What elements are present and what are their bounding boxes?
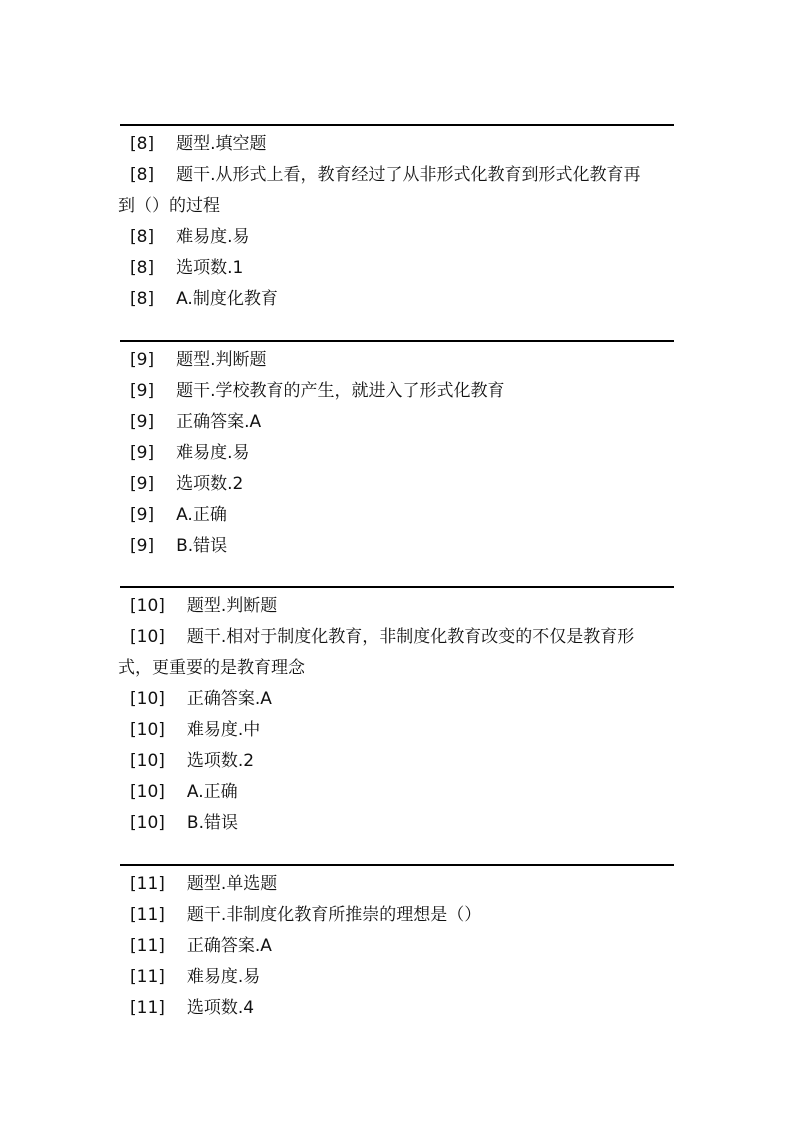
question-tag: [10] [130,782,165,802]
question-10 [120,586,674,839]
question-tag: [8] [130,289,155,309]
question-type-line [120,591,674,622]
option-count-line [120,253,674,284]
option-count: 选项数.4 [186,998,255,1018]
question-stem-continuation [118,653,674,684]
separator-rule [120,586,674,588]
question-type-line [120,345,674,376]
option-line [120,808,674,839]
question-tag: [9] [130,474,155,494]
option-b: B.错误 [176,536,228,556]
question-stem-continuation [118,191,674,222]
question-tag: [11] [130,998,165,1018]
question-tag: [10] [130,596,165,616]
option-count: 选项数.2 [176,474,244,494]
option-count: 选项数.2 [186,751,255,771]
question-tag: [9] [130,381,155,401]
option-line [120,500,674,531]
question-tag: [10] [130,813,165,833]
question-11 [120,864,674,1024]
question-tag: [8] [130,134,155,154]
separator-rule [120,340,674,342]
option-count: 选项数.1 [176,258,244,278]
difficulty: 难易度.易 [186,967,261,987]
question-tag: [9] [130,505,155,525]
question-type: 题型.判断题 [176,350,267,370]
question-stem-line [120,376,674,407]
question-tag: [10] [130,627,165,647]
question-tag: [9] [130,443,155,463]
difficulty-line [120,962,674,993]
question-stem: 题干.从形式上看，教育经过了从非形式化教育到形式化教育再 [176,165,641,185]
question-tag: [9] [130,412,155,432]
option-count-line [120,469,674,500]
question-tag: [9] [130,536,155,556]
question-stem: 题干.相对于制度化教育，非制度化教育改变的不仅是教育形 [186,627,635,647]
question-stem-cont: 式，更重要的是教育理念 [118,658,305,678]
question-stem-cont: 到（）的过程 [118,196,220,216]
option-line [120,777,674,808]
question-stem: 题干.非制度化教育所推崇的理想是（） [186,905,482,925]
option-b: B.错误 [186,813,238,833]
option-a: A.正确 [186,782,238,802]
option-a: A.正确 [176,505,227,525]
option-line [120,284,674,315]
difficulty-line [120,715,674,746]
question-stem-line [120,900,674,931]
question-tag: [11] [130,936,165,956]
option-a: A.制度化教育 [176,289,278,309]
question-type-line [120,869,674,900]
question-tag: [10] [130,689,165,709]
question-tag: [9] [130,350,155,370]
answer-line [120,407,674,438]
question-tag: [10] [130,751,165,771]
question-tag: [10] [130,720,165,740]
separator-rule [120,864,674,866]
option-line [120,531,674,562]
difficulty: 难易度.易 [176,227,250,247]
question-type-line [120,129,674,160]
correct-answer: 正确答案.A [176,412,262,432]
question-8 [120,124,674,315]
question-tag: [8] [130,165,155,185]
question-type: 题型.填空题 [176,134,267,154]
question-tag: [11] [130,967,165,987]
question-type: 题型.判断题 [186,596,278,616]
option-count-line [120,993,674,1024]
answer-line [120,931,674,962]
question-tag: [11] [130,874,165,894]
question-tag: [11] [130,905,165,925]
difficulty-line [120,222,674,253]
difficulty: 难易度.中 [186,720,261,740]
correct-answer: 正确答案.A [186,689,272,709]
question-stem: 题干.学校教育的产生，就进入了形式化教育 [176,381,505,401]
question-tag: [8] [130,258,155,278]
option-count-line [120,746,674,777]
correct-answer: 正确答案.A [186,936,272,956]
question-stem-line [120,160,674,191]
question-9 [120,340,674,562]
difficulty: 难易度.易 [176,443,250,463]
question-tag: [8] [130,227,155,247]
question-stem-line [120,622,674,653]
question-type: 题型.单选题 [186,874,278,894]
difficulty-line [120,438,674,469]
answer-line [120,684,674,715]
separator-rule [120,124,674,126]
